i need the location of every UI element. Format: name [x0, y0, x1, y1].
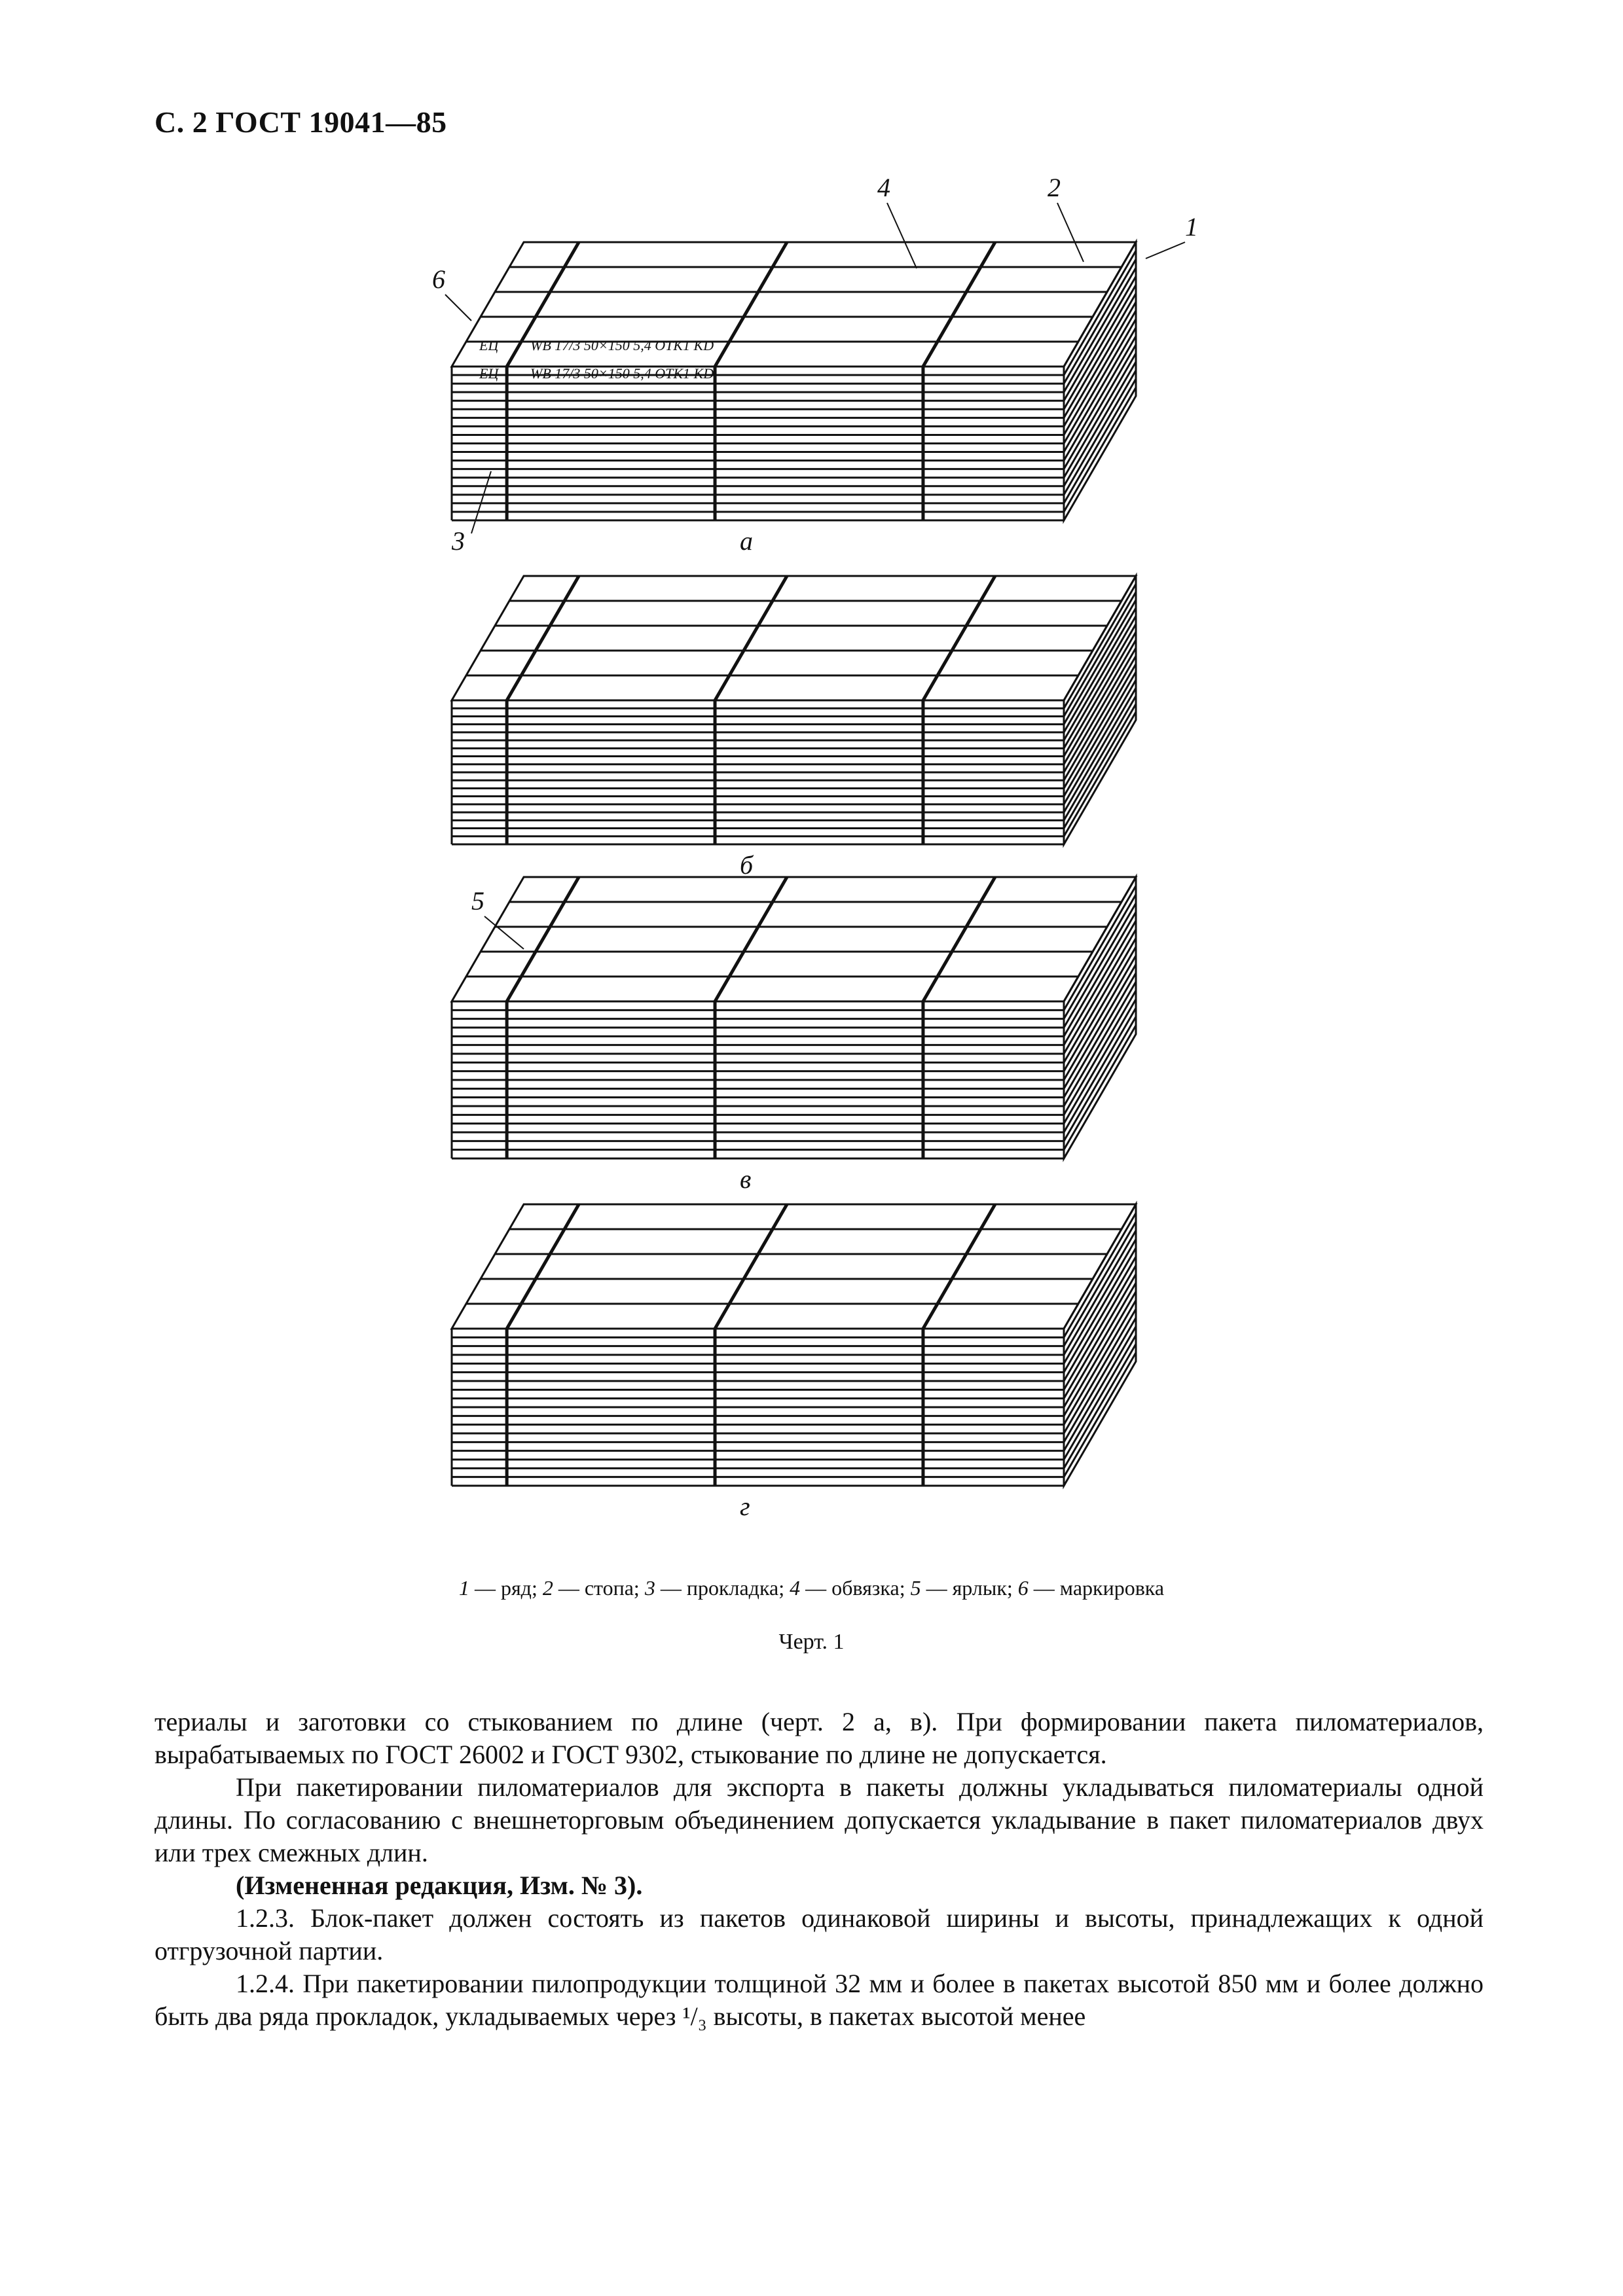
callout-1: 1 — [1185, 212, 1198, 242]
page-header: С. 2 ГОСТ 19041—85 — [155, 105, 447, 139]
callout-2: 2 — [1048, 173, 1061, 202]
package-b — [452, 576, 1136, 844]
package-v — [452, 877, 1136, 1158]
paragraph: 1.2.4. При пакетировании пилопродукции толщиной 32 мм и более в пакетах высотой 850 мм и более должно быть два ряда прокладок, укладываемых через ¹/₃ высоты, в пакетах высотой менее — [155, 1969, 1484, 2031]
variant-label-v: в — [740, 1164, 752, 1194]
package-g — [452, 1204, 1136, 1486]
body-text — [155, 1706, 1484, 2033]
callout-4: 4 — [877, 173, 890, 202]
legend-item: 3 — прокладка; — [644, 1576, 790, 1600]
legend-item: 6 — маркировка — [1017, 1576, 1165, 1600]
legend-item: 2 — стопа; — [542, 1576, 645, 1600]
variant-label-g: г — [740, 1492, 750, 1521]
marking-text: WB 17/3 50×150 5,4 OTK1 KD — [530, 365, 714, 382]
lumber-packages-drawing — [419, 164, 1218, 1538]
variant-label-a: а — [740, 526, 753, 556]
amendment-note: (Измененная редакция, Изм. № 3). — [236, 1871, 643, 1900]
figure-lumber-packages — [419, 164, 1218, 1538]
marking-logo: ЕЦ — [479, 365, 499, 382]
paragraph: териалы и заготовки со стыкованием по длине (черт. 2 а, в). При формировании пакета пиломатериалов, вырабатываемых по ГОСТ 26002 и ГОСТ 9302, стыкование по длине не допускается. — [155, 1707, 1484, 1769]
figure-caption: Черт. 1 — [778, 1630, 845, 1654]
paragraph: 1.2.3. Блок-пакет должен состоять из пакетов одинаковой ширины и высоты, принадлежащих к одной отгрузочной партии. — [155, 1903, 1484, 1965]
legend-item: 5 — ярлык; — [910, 1576, 1018, 1600]
legend-item: 4 — обвязка; — [790, 1576, 911, 1600]
callout-5: 5 — [471, 886, 484, 916]
figure-legend — [0, 1576, 1623, 1600]
variant-label-b: б — [740, 850, 754, 880]
paragraph: При пакетировании пиломатериалов для экспорта в пакеты должны укладываться пиломатериалы одной длины. По согласованию с внешнеторговым объединением допускается укладывание в пакет пиломатериалов двух или трех смежных длин. — [155, 1772, 1484, 1867]
marking-logo: ЕЦ — [479, 337, 499, 353]
callout-3: 3 — [452, 526, 465, 556]
marking-text: WB 17/3 50×150 5,4 OTK1 KD — [530, 337, 714, 353]
legend-item: 1 — ряд; — [458, 1576, 543, 1600]
callout-6: 6 — [432, 264, 445, 294]
